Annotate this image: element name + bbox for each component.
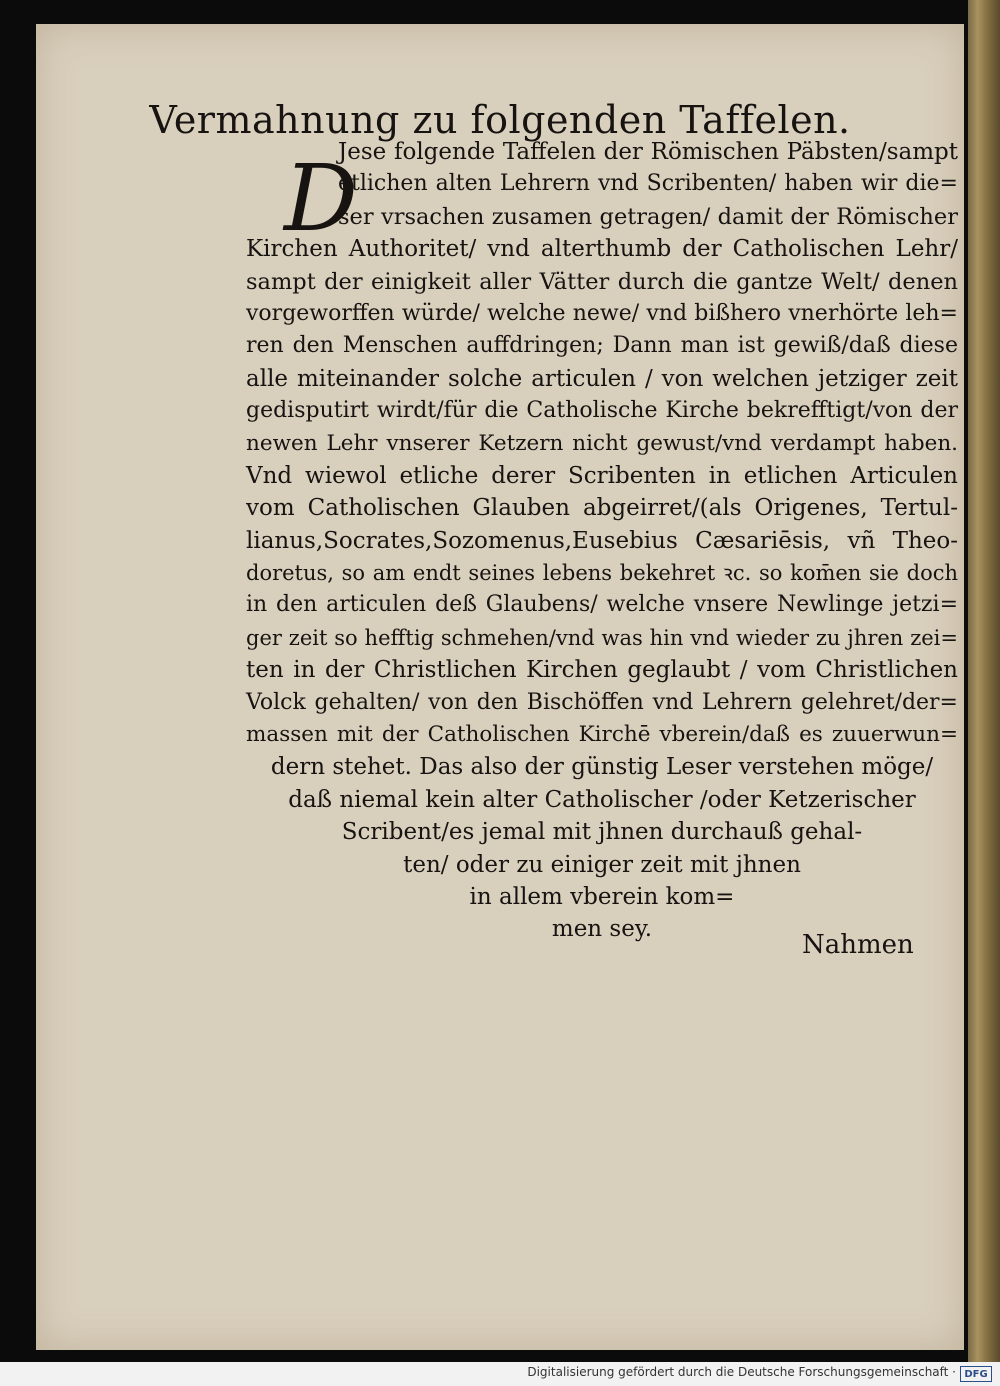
text-line: gedisputirt wirdt/für die Catholische Kirche bekrefftigt/von der: [246, 398, 958, 424]
dfg-logo: DFG: [960, 1366, 992, 1382]
book-edge: [968, 0, 1000, 1362]
text-line: Vnd wiewol etliche derer Scribenten in etlichen Articulen: [246, 462, 958, 489]
text-line: Scribent/es jemal mit jhnen durchauß gehal-: [341, 819, 863, 846]
page-title: Vermahnung zu folgenden Taffelen.: [149, 98, 851, 142]
text-line: sampt der einigkeit aller Vätter durch die gantze Welt/ denen: [246, 268, 958, 295]
text-line: ten/ oder zu einiger zeit mit jhnen: [403, 851, 801, 878]
text-line: vorgeworffen würde/ welche newe/ vnd bißhero vnerhörte leh=: [246, 300, 958, 326]
text-line: dern stehet. Das also der günstig Leser verstehen möge/: [270, 754, 934, 781]
text-line: ten in der Christlichen Kirchen geglaubt / vom Christlichen: [246, 657, 958, 684]
decorated-initial: D: [284, 145, 358, 252]
text-line: alle miteinander solche articulen / von welchen jetziger zeit: [246, 365, 958, 392]
text-line: etlichen alten Lehrern vnd Scribenten/ haben wir die=: [338, 171, 958, 197]
text-line: lianus,Socrates,Sozomenus,Eusebius Cæsariēsis, vñ Theo-: [246, 527, 958, 554]
text-line: Jese folgende Taffelen der Römischen Päbsten/sampt: [338, 139, 958, 165]
text-line: in allem vberein kom=: [469, 883, 735, 910]
catchword: Nahmen: [802, 930, 914, 960]
text-line: daß niemal kein alter Catholischer /oder Ketzerischer: [288, 786, 916, 813]
funding-credit: Digitalisierung gefördert durch die Deutsche Forschungsgemeinschaft ·: [527, 1365, 956, 1379]
text-line: in den articulen deß Glaubens/ welche vnsere Newlinge jetzi=: [246, 592, 958, 618]
text-line: men sey.: [551, 916, 653, 943]
text-line: ger zeit so hefftig schmehen/vnd was hin vnd wieder zu jhren zei=: [246, 625, 958, 650]
footer-bar: [0, 1362, 1000, 1386]
text-line: vom Catholischen Glauben abgeirret/(als Origenes, Tertul-: [246, 495, 958, 522]
text-line: Kirchen Authoritet/ vnd alterthumb der Catholischen Lehr/: [246, 236, 958, 263]
text-line: ren den Menschen auffdringen; Dann man ist gewiß/daß diese: [246, 333, 958, 359]
body-text: [246, 136, 958, 946]
text-line: newen Lehr vnserer Ketzern nicht gewust/vnd verdampt haben.: [246, 430, 958, 456]
text-line: Volck gehalten/ von den Bischöffen vnd Lehrern gelehret/der=: [246, 689, 958, 715]
text-line: massen mit der Catholischen Kirchē vberein/daß es zuuerwun=: [246, 722, 958, 748]
text-line: ser vrsachen zusamen getragen/ damit der Römischer: [338, 203, 958, 230]
text-line: doretus, so am endt seines lebens bekehret ꝛc. so kom̄en sie doch: [246, 561, 958, 586]
